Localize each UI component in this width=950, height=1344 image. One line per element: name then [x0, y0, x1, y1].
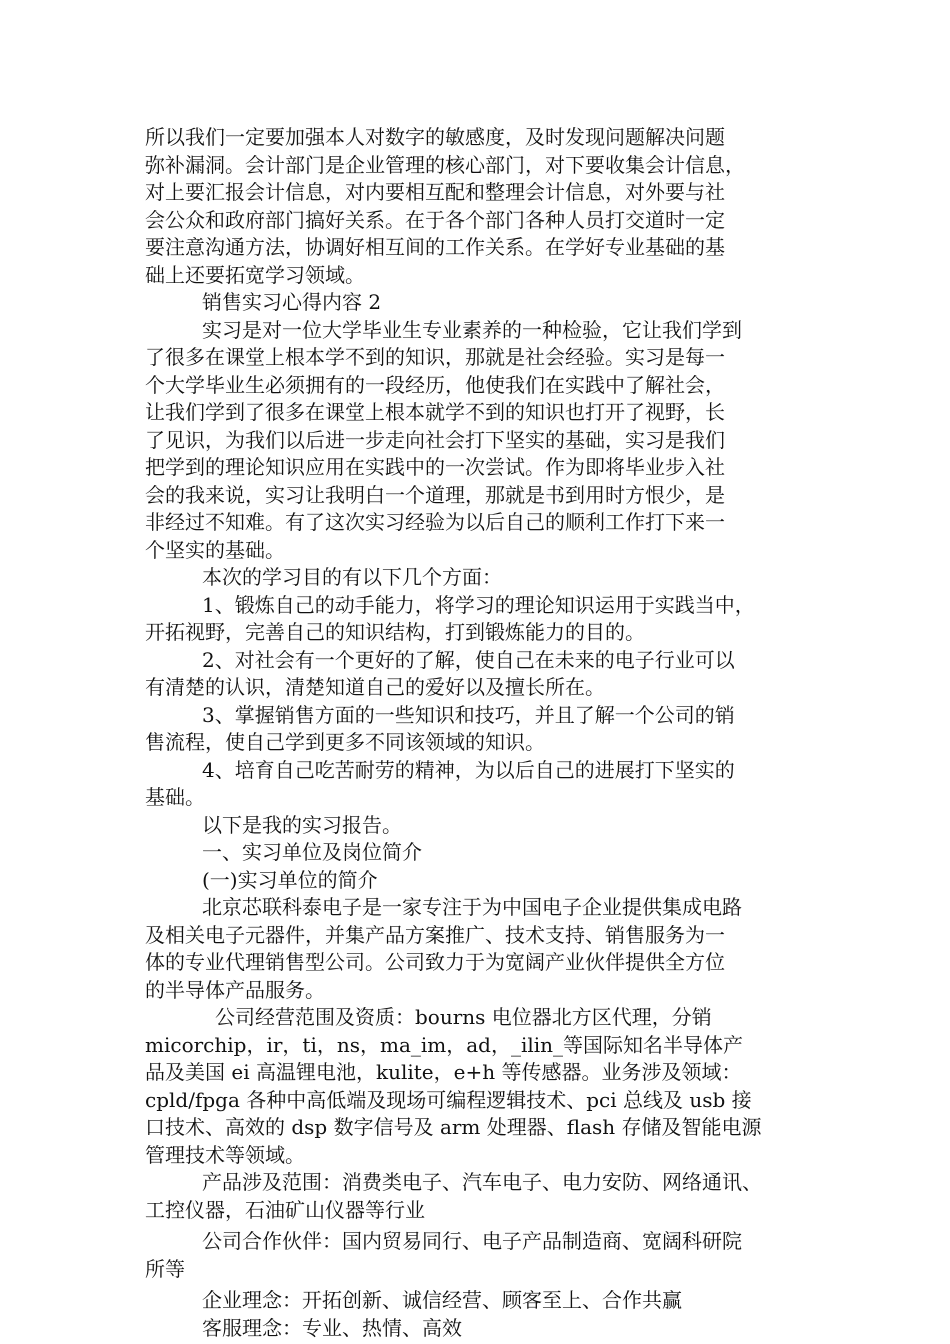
text-line: 所以我们一定要加强本人对数字的敏感度，及时发现问题解决问题: [145, 125, 725, 149]
text-line: 基础。: [145, 785, 205, 809]
text-line: 开拓视野，完善自己的知识结构，打到锻炼能力的目的。: [145, 620, 645, 644]
text-line: 个大学毕业生必须拥有的一段经历，他使我们在实践中了解社会，: [145, 372, 725, 397]
text-line: 把学到的理论知识应用在实践中的一次尝试。作为即将毕业步入社: [145, 455, 725, 479]
text-line: 产品涉及范围：消费类电子、汽车电子、电力安防、网络通讯、: [202, 1170, 762, 1194]
text-line: 一、实习单位及岗位简介: [202, 840, 422, 864]
text-line: 2、对社会有一个更好的了解，使自己在未来的电子行业可以: [202, 647, 735, 672]
text-line: 4、培育自己吃苦耐劳的精神，为以后自己的进展打下坚实的: [202, 757, 735, 782]
text-line: 非经过不知难。有了这次实习经验为以后自己的顺利工作打下来一: [145, 510, 725, 534]
text-line: 企业理念：开拓创新、诚信经营、顾客至上、合作共赢: [202, 1288, 682, 1312]
text-line: 体的专业代理销售型公司。公司致力于为宽阔产业伙伴提供全方位: [145, 950, 725, 974]
text-line: 了很多在课堂上根本学不到的知识，那就是社会经验。实习是每一: [145, 345, 725, 369]
text-line: 北京芯联科泰电子是一家专注于为中国电子企业提供集成电路: [202, 895, 742, 919]
text-line: 要注意沟通方法，协调好相互间的工作关系。在学好专业基础的基: [145, 235, 725, 259]
text-line: 会的我来说，实习让我明白一个道理，那就是书到用时方恨少，是: [145, 482, 725, 507]
text-line: 工控仪器，石油矿山仪器等行业: [145, 1197, 425, 1222]
text-line: 有清楚的认识，清楚知道自己的爱好以及擅长所在。: [145, 675, 605, 699]
document-body: [145, 124, 813, 1342]
text-line: 公司经营范围及资质：bourns 电位器北方区代理，分销: [215, 1005, 712, 1029]
text-line: 公司合作伙伴：国内贸易同行、电子产品制造商、宽阔科研院: [202, 1229, 742, 1253]
text-line: 让我们学到了很多在课堂上根本就学不到的知识也打开了视野，长: [145, 400, 725, 424]
text-line: 及相关电子元器件，并集产品方案推广、技术支持、销售服务为一: [145, 922, 725, 947]
text-line: 的半导体产品服务。: [145, 977, 325, 1002]
text-line: 3、掌握销售方面的一些知识和技巧，并且了解一个公司的销: [202, 702, 735, 727]
text-line: 口技术、高效的 dsp 数字信号及 arm 处理器、flash 存储及智能电源: [145, 1115, 762, 1139]
text-line: 客服理念：专业、热情、高效: [202, 1315, 462, 1340]
text-line: 了见识，为我们以后进一步走向社会打下坚实的基础，实习是我们: [145, 427, 725, 452]
text-line: 弥补漏洞。会计部门是企业管理的核心部门，对下要收集会计信息，: [145, 152, 745, 177]
text-line: 会公众和政府部门搞好关系。在于各个部门各种人员打交道时一定: [145, 207, 725, 232]
text-line: 本次的学习目的有以下几个方面：: [202, 565, 502, 589]
text-line: 实习是对一位大学毕业生专业素养的一种检验，它让我们学到: [202, 317, 742, 342]
text-line: 个坚实的基础。: [145, 537, 285, 562]
text-line: cpld/fpga 各种中高低端及现场可编程逻辑技术、pci 总线及 usb 接: [145, 1087, 752, 1112]
text-line: (一)实习单位的简介: [202, 867, 378, 892]
text-line: micorchip，ir，ti，ns，ma_im，ad，_ilin_等国际知名半导体产: [145, 1032, 744, 1057]
text-line: 础上还要拓宽学习领域。: [145, 262, 365, 287]
text-line: 1、锻炼自己的动手能力，将学习的理论知识运用于实践当中，: [202, 592, 755, 617]
text-line: 以下是我的实习报告。: [202, 812, 402, 837]
text-line: 品及美国 ei 高温锂电池，kulite，e+h 等传感器。业务涉及领域：: [145, 1060, 742, 1084]
text-line: 销售实习心得内容 2: [202, 290, 382, 314]
text-line: 所等: [145, 1256, 185, 1281]
text-line: 管理技术等领域。: [145, 1142, 305, 1167]
text-line: 对上要汇报会计信息，对内要相互配和整理会计信息，对外要与社: [145, 180, 725, 204]
text-line: 售流程，使自己学到更多不同该领域的知识。: [145, 730, 545, 754]
